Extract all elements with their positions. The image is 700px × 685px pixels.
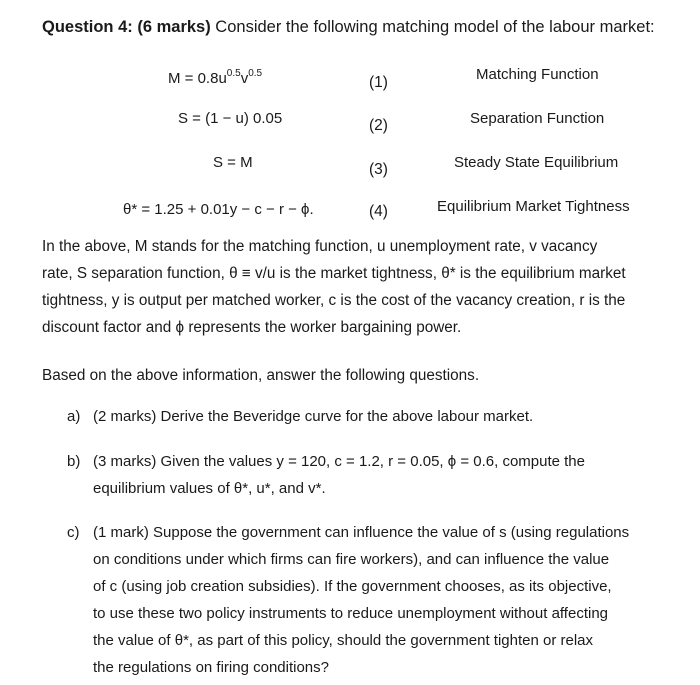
question-c-line-6: the regulations on firing conditions? — [93, 659, 329, 676]
equation-4-number: (4) — [369, 203, 388, 220]
equation-3-number: (3) — [369, 161, 388, 178]
question-a-label: a) — [67, 408, 81, 425]
eq1-lhs: M = 0.8u — [168, 70, 227, 87]
question-b-line-2: equilibrium values of θ*, u*, and v*. — [93, 480, 326, 497]
equation-1 — [168, 70, 262, 87]
equation-2-number: (2) — [369, 117, 388, 134]
eq1-exp-v: 0.5 — [248, 68, 263, 79]
question-heading — [42, 18, 655, 37]
equation-4: θ* = 1.25 + 0.01y − c − r − ϕ. — [123, 201, 314, 218]
instruction: Based on the above information, answer the following questions. — [42, 367, 480, 384]
equation-2: S = (1 − u) 0.05 — [178, 110, 283, 127]
question-c-line-1: (1 mark) Suppose the government can influence the value of s (using regulations — [93, 524, 630, 541]
eq1-v: v — [240, 70, 249, 87]
equation-4-label: Equilibrium Market Tightness — [437, 198, 630, 215]
question-intro: Consider the following matching model of the labour market: — [210, 18, 655, 36]
question-b-line-1: (3 marks) Given the values y = 120, c = 1.2, r = 0.05, ϕ = 0.6, compute the — [93, 453, 585, 470]
question-b-label: b) — [67, 453, 81, 470]
question-a-line-1: (2 marks) Derive the Beveridge curve for the above labour market. — [93, 408, 534, 425]
equation-3-label: Steady State Equilibrium — [454, 154, 619, 171]
question-number: Question 4: (6 marks) — [42, 18, 211, 36]
intro-line-4: discount factor and ϕ represents the worker bargaining power. — [42, 319, 462, 336]
equation-3: S = M — [213, 154, 253, 171]
equation-1-label: Matching Function — [476, 66, 599, 83]
equation-2-label: Separation Function — [470, 110, 605, 127]
question-c-line-3: of c (using job creation subsidies). If the government chooses, as its objective, — [93, 578, 612, 595]
question-c-line-4: to use these two policy instruments to reduce unemployment without affecting — [93, 605, 609, 622]
question-c-label: c) — [67, 524, 80, 541]
eq1-exp-u: 0.5 — [226, 68, 241, 79]
intro-line-1: In the above, M stands for the matching function, u unemployment rate, v vacancy — [42, 238, 598, 255]
intro-line-2: rate, S separation function, θ ≡ v/u is the market tightness, θ* is the equilibrium market — [42, 265, 626, 282]
intro-line-3: tightness, y is output per matched worker, c is the cost of the vacancy creation, r is the — [42, 292, 626, 309]
question-c-line-5: the value of θ*, as part of this policy, should the government tighten or relax — [93, 632, 594, 649]
question-c-line-2: on conditions under which firms can fire workers), and can influence the value — [93, 551, 610, 568]
equation-1-number: (1) — [369, 74, 388, 91]
